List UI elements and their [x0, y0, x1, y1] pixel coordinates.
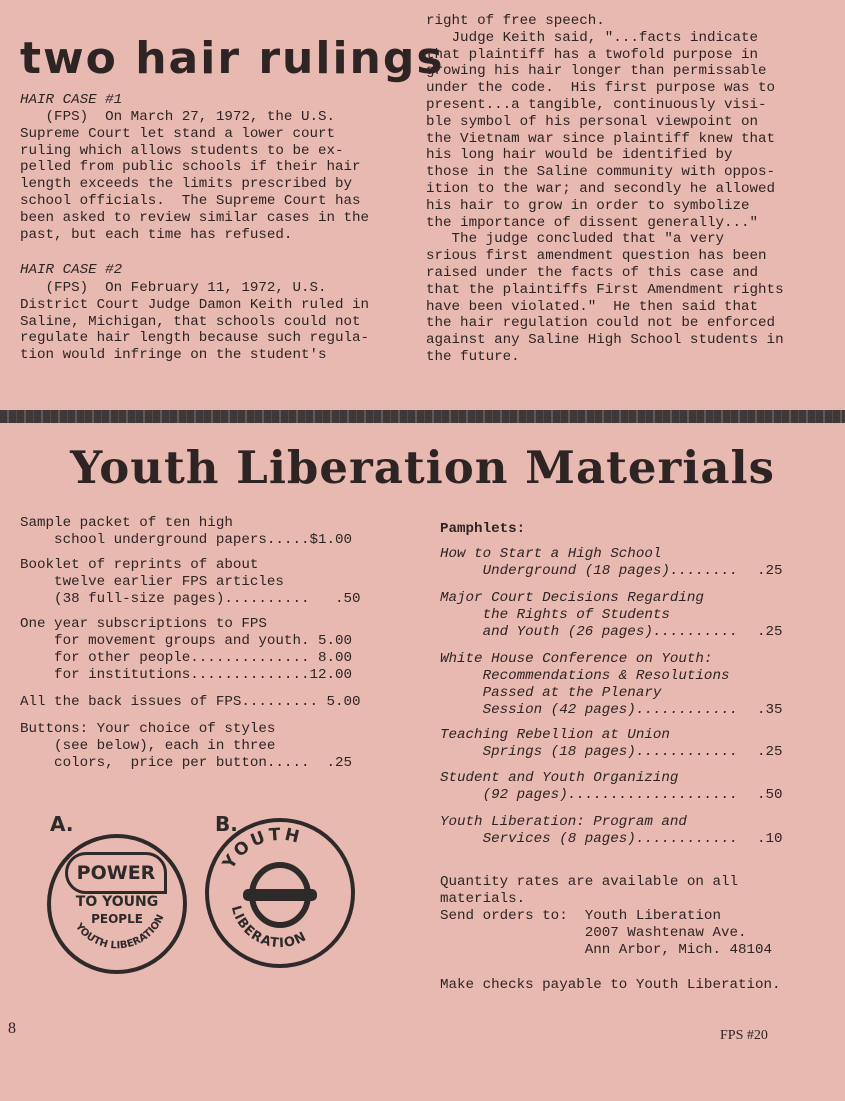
right-column-line: srious first amendment question has been: [426, 248, 767, 265]
svg-text:YOUTH LIBERATION: YOUTH LIBERATION: [72, 912, 167, 952]
right-column-line: the Vietnam war since plaintiff knew that: [426, 130, 776, 147]
headline-youth-liberation-materials: Youth Liberation Materials: [70, 441, 775, 494]
headline-two-hair-rulings: two hair rulings: [20, 33, 445, 84]
price-list-line: school underground papers.....$1.00: [20, 532, 353, 548]
right-column-line: against any Saline High School students in: [426, 332, 784, 349]
case-1-line: length exceeds the limits prescribed by: [20, 176, 353, 193]
right-column-line: growing his hair longer than permissable: [426, 63, 767, 80]
button-b-letter: B.: [215, 812, 238, 836]
case-2-line: District Court Judge Damon Keith ruled in: [20, 296, 370, 313]
case-1-line: past, but each time has refused.: [20, 226, 293, 243]
price-list-line: Sample packet of ten high: [20, 515, 233, 531]
pamphlet-title-line: and Youth (26 pages)..........: [440, 624, 738, 640]
case-2-line: (FPS) On February 11, 1972, U.S.: [20, 280, 327, 296]
svg-text:YOUTH: YOUTH: [219, 824, 305, 873]
right-column-line: the importance of dissent generally...": [426, 214, 759, 231]
case-1-line: pelled from public schools if their hair: [20, 159, 361, 176]
order-info-line: Quantity rates are available on all: [440, 874, 738, 890]
order-info-line: Ann Arbor, Mich. 48104: [440, 942, 773, 958]
case-1-line: ruling which allows students to be ex-: [20, 142, 344, 159]
right-column-line: The judge concluded that "a very: [426, 231, 724, 248]
case-1-line: Supreme Court let stand a lower court: [20, 125, 336, 142]
price-list-line: for institutions..............12.00: [20, 667, 353, 683]
order-info-line: Send orders to: Youth Liberation: [440, 908, 721, 924]
pamphlet-title-line: How to Start a High School: [440, 546, 662, 562]
button-a-rim-text: [51, 838, 183, 970]
price-list-line: Booklet of reprints of about: [20, 557, 259, 573]
case-1-body: [20, 109, 369, 243]
button-b-art: [209, 822, 351, 964]
pamphlet-price: .25: [757, 624, 783, 640]
right-column-line: under the code. His first purpose was to: [426, 80, 776, 97]
right-column-line: that the plaintiffs First Amendment rights: [426, 281, 784, 298]
price-list-line: (see below), each in three: [20, 738, 276, 754]
right-column-line: those in the Saline community with oppos-: [426, 164, 776, 181]
pamphlet-title-line: the Rights of Students: [440, 607, 670, 623]
right-column-line: raised under the facts of this case and: [426, 264, 759, 281]
pamphlet-price: .25: [757, 744, 783, 760]
case-1-line: been asked to review similar cases in the: [20, 209, 370, 226]
button-b-stamp: [205, 818, 355, 968]
order-info-line: materials.: [440, 891, 526, 907]
pamphlet-title-line: Underground (18 pages)........: [440, 563, 738, 579]
order-info-line: 2007 Washtenaw Ave.: [440, 925, 747, 941]
pamphlet-price: .50: [757, 787, 783, 803]
pamphlet-title-line: Passed at the Plenary: [440, 685, 662, 701]
pamphlet-title-line: Springs (18 pages)............: [440, 744, 738, 760]
case-2-line: regulate hair length because such regula-: [20, 330, 370, 347]
right-column-line: that plaintiff has a twofold purpose in: [426, 46, 759, 63]
price-list-line: colors, price per button..... .25: [20, 755, 353, 771]
right-column-line: present...a tangible, continuously visi-: [426, 96, 767, 113]
right-column-line: right of free speech.: [426, 13, 605, 29]
right-column-line: ition to the war; and secondly he allowed: [426, 180, 776, 197]
pamphlet-price: .25: [757, 563, 783, 579]
price-list-line: One year subscriptions to FPS: [20, 616, 267, 632]
right-column-line: have been violated." He then said that: [426, 298, 759, 315]
right-column-line: the hair regulation could not be enforced: [426, 315, 776, 332]
right-column-line: Judge Keith said, "...facts indicate: [426, 29, 759, 46]
right-column-line: the future.: [426, 348, 520, 365]
price-list-line: for other people.............. 8.00: [20, 650, 353, 666]
button-a-line-1: POWER: [65, 852, 167, 894]
pamphlets-label: Pamphlets:: [440, 521, 526, 537]
case-2-label: HAIR CASE #2: [20, 262, 123, 278]
svg-text:LIBERATION: LIBERATION: [227, 904, 310, 952]
pamphlet-title-line: Student and Youth Organizing: [440, 770, 679, 786]
pamphlet-title-line: White House Conference on Youth:: [440, 651, 713, 667]
button-a-letter: A.: [50, 812, 74, 836]
button-a-line-2: TO YOUNG: [75, 894, 159, 910]
case-1-label: HAIR CASE #1: [20, 92, 123, 108]
pamphlet-price: .10: [757, 831, 783, 847]
section-divider: [0, 410, 845, 423]
right-column-line: his hair to grow in order to symbolize: [426, 197, 750, 214]
price-list-line: Buttons: Your choice of styles: [20, 721, 276, 737]
button-a-line-3: PEOPLE: [91, 912, 143, 926]
issue-label: FPS #20: [720, 1028, 768, 1043]
pamphlet-title-line: Session (42 pages)............: [440, 702, 738, 718]
pamphlet-title-line: Recommendations & Resolutions: [440, 668, 730, 684]
pamphlet-title-line: Teaching Rebellion at Union: [440, 727, 670, 743]
pamphlet-title-line: (92 pages)....................: [440, 787, 738, 803]
price-list-line: All the back issues of FPS......... 5.00: [20, 694, 361, 710]
right-column-body: [426, 13, 784, 366]
right-column-line: ble symbol of his personal viewpoint on: [426, 113, 759, 130]
case-2-line: Saline, Michigan, that schools could not: [20, 313, 361, 330]
case-2-line: tion would infringe on the student's: [20, 347, 327, 364]
pamphlet-title-line: Major Court Decisions Regarding: [440, 590, 704, 606]
case-1-line: school officials. The Supreme Court has: [20, 192, 361, 209]
page-number: 8: [8, 1020, 16, 1037]
case-2-body: [20, 280, 369, 364]
price-list-line: (38 full-size pages).......... .50: [20, 591, 361, 607]
price-list-line: twelve earlier FPS articles: [20, 574, 284, 590]
button-a-stamp: [47, 834, 187, 974]
pamphlet-title-line: Services (8 pages)............: [440, 831, 738, 847]
order-info-line: Make checks payable to Youth Liberation.: [440, 977, 781, 993]
pamphlet-price: .35: [757, 702, 783, 718]
right-column-line: his long hair would be identified by: [426, 147, 733, 164]
pamphlet-title-line: Youth Liberation: Program and: [440, 814, 687, 830]
case-1-line: (FPS) On March 27, 1972, the U.S.: [20, 109, 336, 125]
price-list-line: for movement groups and youth. 5.00: [20, 633, 353, 649]
